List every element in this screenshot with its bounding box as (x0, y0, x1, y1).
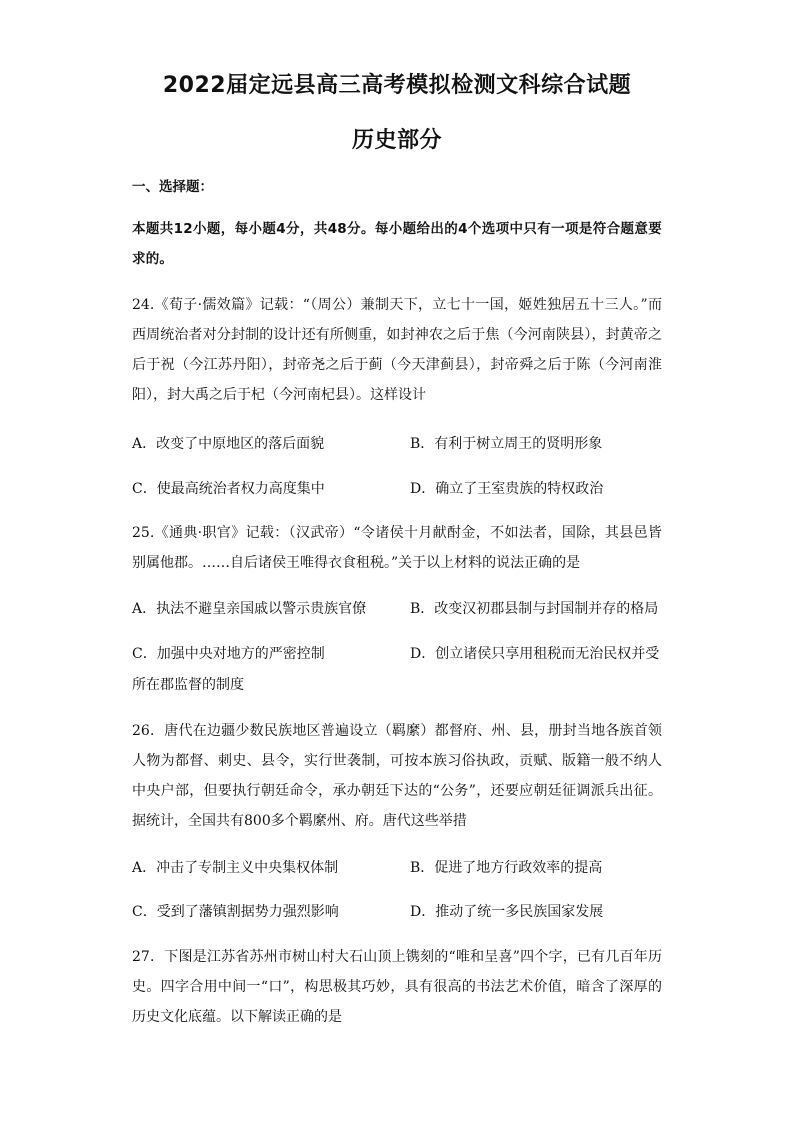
question-25-options-row-2 (132, 639, 662, 669)
question-25-options-row-1 (132, 594, 662, 624)
question-25-option-d[interactable]: D．创立诸侯只享用租税而无治民权并受 (410, 646, 660, 662)
question-26-options-row-1 (132, 853, 662, 883)
question-25-stem: 25.《通典·职官》记载：（汉武帝）“令诸侯十月献酎金，不如法者，国除，其县邑皆别属他郡。……自后诸侯王唯得衣食租税。”关于以上材料的说法正确的是 (132, 525, 662, 571)
question-24-option-b[interactable]: B．有利于树立周王的贤明形象 (410, 436, 603, 452)
section-instructions: 本题共12小题，每小题4分，共48分。每小题给出的4个选项中只有一项是符合题意要求的。 (132, 221, 662, 267)
exam-subtitle: 历史部分 (351, 128, 442, 153)
question-24-stem: 24.《荀子·儒效篇》记载：“（周公）兼制天下，立七十一国，姬姓独居五十三人。”而西周统治者对分封制的设计还有所侧重，如封神农之后于焦（今河南陕县），封黄帝之后于祝（今江苏丹阳），封帝尧之后于蓟（今天津蓟县），封帝舜之后于陈（今河南淮阳），封大禹之后于杞（今河南杞县）。这样设计 (132, 297, 662, 403)
question-24-options-row-2 (132, 474, 662, 504)
question-25-option-d-continuation: 所在郡监督的制度 (132, 677, 244, 693)
question-26-option-d[interactable]: D．推动了统一多民族国家发展 (410, 904, 604, 920)
question-24-option-d[interactable]: D．确立了王室贵族的特权政治 (410, 481, 604, 497)
question-26-option-c[interactable]: C．受到了藩镇割据势力强烈影响 (132, 904, 339, 920)
question-26-option-a[interactable]: A．冲击了专制主义中央集权体制 (132, 860, 339, 876)
exam-title: 2022届定远县高三高考模拟检测文科综合试题 (162, 73, 632, 98)
question-26-option-b[interactable]: B．促进了地方行政效率的提高 (410, 860, 603, 876)
question-24-options-row-1 (132, 429, 662, 459)
section-heading: 一、选择题： (132, 179, 213, 195)
question-26-stem: 26．唐代在边疆少数民族地区普遍设立（羁縻）都督府、州、县，册封当地各族首领人物为都督、刺史、县令，实行世袭制，可按本族习俗执政，贡赋、版籍一般不纳人中央户部，但要执行朝廷命令，承办朝廷下达的“公务”，还要应朝廷征调派兵出征。据统计，全国共有800多个羁縻州、府。唐代这些举措 (132, 723, 662, 829)
question-25-option-a[interactable]: A．执法不避皇亲国戚以警示贵族官僚 (132, 601, 367, 617)
question-24-option-a[interactable]: A．改变了中原地区的落后面貌 (132, 436, 325, 452)
question-26-options-row-2 (132, 897, 662, 927)
question-25-option-c[interactable]: C．加强中央对地方的严密控制 (132, 646, 325, 662)
question-27-stem: 27．下图是江苏省苏州市树山村大石山顶上镌刻的“唯和呈喜”四个字，已有几百年历史。四字合用中间一“口”，构思极其巧妙，具有很高的书法艺术价值，暗含了深厚的历史文化底蕴。以下解读正确的是 (132, 949, 662, 1025)
question-25-option-b[interactable]: B．改变汉初郡县制与封国制并存的格局 (410, 601, 659, 617)
question-24-option-c[interactable]: C．使最高统治者权力高度集中 (132, 481, 325, 497)
